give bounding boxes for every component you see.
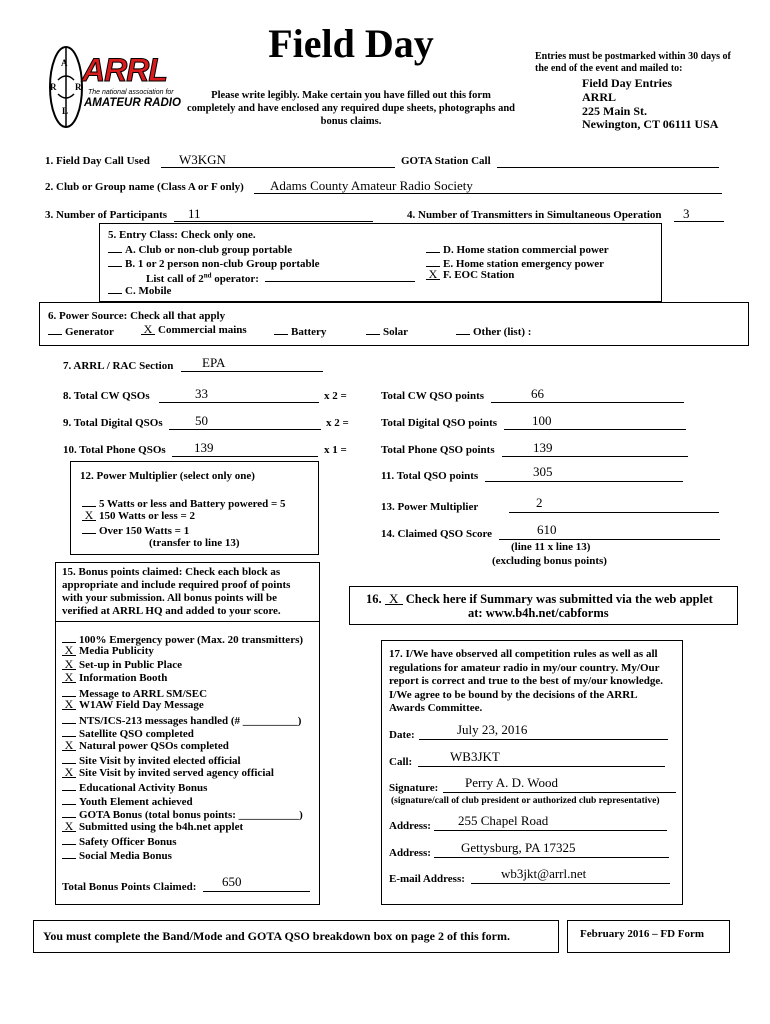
bonus-checkbox[interactable] bbox=[62, 632, 76, 643]
q12-note: (transfer to line 13) bbox=[149, 537, 240, 549]
page-title: Field Day bbox=[268, 21, 434, 66]
bonus-checkbox[interactable] bbox=[62, 753, 76, 764]
bonus-item[interactable] bbox=[62, 753, 241, 767]
digital-multiplier: x 2 = bbox=[326, 417, 349, 429]
bonus-item[interactable] bbox=[62, 632, 303, 646]
web-applet-url: at: www.b4h.net/cabforms bbox=[468, 606, 609, 620]
power-solar-label: Solar bbox=[383, 326, 409, 338]
bonus-label: GOTA Bonus (total bonus points: ___________) bbox=[79, 809, 303, 821]
bonus-intro-1: 15. Bonus points claimed: Check each block as bbox=[62, 566, 281, 578]
power-other-option[interactable] bbox=[456, 324, 531, 338]
power-other-label: Other (list) : bbox=[473, 326, 532, 338]
bonus-item[interactable] bbox=[62, 713, 301, 727]
bonus-label: Natural power QSOs completed bbox=[79, 740, 229, 752]
power-5w-label: 5 Watts or less and Battery powered = 5 bbox=[99, 498, 286, 510]
second-operator-label: List call of 2nd operator: bbox=[146, 271, 259, 285]
web-applet-number: 16. bbox=[366, 592, 382, 606]
certification-line-1: 17. I/We have observed all competition rules as well as all bbox=[389, 648, 658, 660]
bonus-label: Site Visit by invited elected official bbox=[79, 755, 241, 767]
total-bonus-field[interactable] bbox=[203, 874, 310, 892]
bonus-item[interactable] bbox=[62, 834, 177, 848]
bonus-checkbox[interactable] bbox=[62, 713, 76, 724]
address-label-2: Address: bbox=[389, 847, 431, 859]
bonus-item[interactable] bbox=[62, 807, 303, 821]
bonus-intro-2: appropriate and include required proof of points bbox=[62, 579, 291, 591]
digital-points-label: Total Digital QSO points bbox=[381, 417, 498, 429]
bonus-label: Satellite QSO completed bbox=[79, 728, 194, 740]
logo-ring-letter-r1: R bbox=[50, 82, 57, 92]
class-c-option[interactable] bbox=[108, 283, 171, 297]
class-b-option[interactable] bbox=[108, 256, 320, 270]
cw-qsos-value: 33 bbox=[195, 386, 208, 401]
power-multiplier-label: 13. Power Multiplier bbox=[381, 501, 479, 513]
bonus-checkbox[interactable] bbox=[62, 807, 76, 818]
q3-participants-value: 11 bbox=[188, 206, 201, 221]
total-qso-points-field[interactable] bbox=[485, 464, 683, 482]
class-f-checkbox[interactable]: X bbox=[426, 269, 440, 280]
class-c-label: C. Mobile bbox=[125, 285, 172, 297]
signature-note: (signature/call of club president or authorized club representative) bbox=[391, 796, 660, 806]
mail-address-1: Field Day Entries bbox=[582, 76, 672, 90]
class-d-option[interactable] bbox=[426, 242, 609, 256]
claimed-note-2: (excluding bonus points) bbox=[492, 555, 607, 567]
signature-label: Signature: bbox=[389, 782, 439, 794]
bonus-item[interactable] bbox=[62, 767, 274, 779]
q6-title: 6. Power Source: Check all that apply bbox=[48, 310, 226, 322]
mail-note: Entries must be postmarked within 30 days of the end of the event and mailed to: bbox=[535, 51, 731, 74]
bonus-checkbox[interactable]: X bbox=[62, 821, 76, 832]
class-a-checkbox[interactable] bbox=[108, 242, 122, 253]
instructions-text: Please write legibly. Make certain you have filled out this form completely and have enclosed any required dupe sheets, photographs and bonus claims. bbox=[186, 90, 516, 127]
total-bonus-label: Total Bonus Points Claimed: bbox=[62, 881, 197, 893]
q3-label: 3. Number of Participants bbox=[45, 209, 168, 221]
certification-line-4: I/We agree to be bound by the decisions of the ARRL bbox=[389, 689, 638, 701]
q2-club-field[interactable] bbox=[254, 180, 722, 194]
certification-line-2: regulations for amateur radio in my/our country. My/Our bbox=[389, 662, 660, 674]
q1-callsign-value: W3KGN bbox=[179, 152, 226, 167]
class-b-label: B. 1 or 2 person non-club Group portable bbox=[125, 258, 320, 270]
bonus-checkbox[interactable] bbox=[62, 794, 76, 805]
q4-transmitters-field[interactable] bbox=[674, 208, 724, 222]
power-generator-option[interactable] bbox=[48, 324, 114, 338]
gota-label: GOTA Station Call bbox=[401, 155, 491, 167]
power-generator-checkbox[interactable] bbox=[48, 324, 62, 335]
bonus-checkbox[interactable]: X bbox=[62, 767, 76, 778]
mail-address-3: 225 Main St. bbox=[582, 104, 648, 118]
email-field[interactable] bbox=[471, 866, 670, 884]
digital-points-field[interactable] bbox=[504, 413, 686, 430]
q4-transmitters-value: 3 bbox=[683, 206, 690, 221]
bonus-intro-4: verified at ARRL HQ and added to your score. bbox=[62, 605, 281, 617]
q2-club-value: Adams County Amateur Radio Society bbox=[270, 178, 473, 193]
call-field[interactable] bbox=[418, 749, 665, 767]
bonus-label: Site Visit by invited served agency official bbox=[79, 767, 274, 779]
q1-callsign-field[interactable] bbox=[161, 154, 395, 168]
q2-label: 2. Club or Group name (Class A or F only) bbox=[45, 181, 244, 193]
class-f-label: F. EOC Station bbox=[443, 269, 515, 281]
q7-label: 7. ARRL / RAC Section bbox=[63, 360, 174, 372]
class-b-checkbox[interactable] bbox=[108, 256, 122, 267]
power-5w-checkbox[interactable] bbox=[82, 496, 96, 507]
power-commercial-option[interactable] bbox=[141, 324, 247, 336]
total-bonus-value: 650 bbox=[222, 874, 242, 889]
power-multiplier-value: 2 bbox=[536, 495, 543, 510]
class-e-checkbox[interactable] bbox=[426, 256, 440, 267]
power-solar-option[interactable] bbox=[366, 324, 408, 338]
claimed-score-label: 14. Claimed QSO Score bbox=[381, 528, 493, 540]
email-value: wb3jkt@arrl.net bbox=[501, 866, 587, 881]
bonus-checkbox[interactable]: X bbox=[62, 659, 76, 670]
bonus-checkbox[interactable]: X bbox=[62, 672, 76, 683]
bonus-checkbox[interactable]: X bbox=[62, 645, 76, 656]
certification-line-5: Awards Committee. bbox=[389, 702, 483, 714]
bonus-label: Youth Element achieved bbox=[79, 796, 193, 808]
q12-title: 12. Power Multiplier (select only one) bbox=[80, 470, 255, 482]
phone-multiplier: x 1 = bbox=[324, 444, 347, 456]
bonus-item[interactable] bbox=[62, 780, 207, 794]
power-solar-checkbox[interactable] bbox=[366, 324, 380, 335]
bonus-label: Social Media Bonus bbox=[79, 850, 172, 862]
footer-note: You must complete the Band/Mode and GOTA QSO breakdown box on page 2 of this form. bbox=[43, 929, 510, 943]
total-qso-points-label: 11. Total QSO points bbox=[381, 470, 479, 482]
power-commercial-checkbox[interactable]: X bbox=[141, 324, 155, 335]
form-id: February 2016 – FD Form bbox=[580, 928, 705, 940]
bonus-item[interactable] bbox=[62, 699, 204, 711]
power-battery-checkbox[interactable] bbox=[274, 324, 288, 335]
logo-ring-letter-r2: R bbox=[75, 82, 82, 92]
web-applet-row[interactable] bbox=[366, 592, 713, 607]
gota-call-field[interactable] bbox=[497, 154, 719, 168]
logo-ring-letter-l: L bbox=[62, 106, 69, 116]
power-other-checkbox[interactable] bbox=[456, 324, 470, 335]
bonus-item[interactable] bbox=[62, 726, 194, 740]
bonus-item[interactable] bbox=[62, 645, 154, 657]
q3-participants-field[interactable] bbox=[174, 208, 373, 222]
cw-qsos-label: 8. Total CW QSOs bbox=[63, 390, 150, 402]
phone-points-label: Total Phone QSO points bbox=[381, 444, 495, 456]
phone-qsos-label: 10. Total Phone QSOs bbox=[63, 444, 166, 456]
q5-title: 5. Entry Class: Check only one. bbox=[108, 229, 256, 241]
power-generator-label: Generator bbox=[65, 326, 114, 338]
power-battery-option[interactable] bbox=[274, 324, 326, 338]
bonus-item[interactable] bbox=[62, 848, 172, 862]
claimed-score-value: 610 bbox=[537, 522, 557, 537]
q7-section-field[interactable] bbox=[181, 355, 323, 372]
logo-ring-letter-a: A bbox=[61, 58, 68, 68]
q7-section-value: EPA bbox=[202, 355, 226, 370]
bonus-checkbox[interactable] bbox=[62, 686, 76, 697]
class-e-option[interactable] bbox=[426, 256, 604, 270]
date-label: Date: bbox=[389, 729, 415, 741]
power-multiplier-field[interactable] bbox=[509, 495, 719, 513]
power-150w-label: 150 Watts or less = 2 bbox=[99, 510, 196, 522]
signature-field[interactable] bbox=[443, 775, 676, 793]
power-150w-checkbox[interactable]: X bbox=[82, 510, 96, 521]
bonus-item[interactable] bbox=[62, 686, 207, 700]
address-field-1[interactable] bbox=[434, 813, 667, 831]
mail-address-2: ARRL bbox=[582, 90, 617, 104]
digital-points-value: 100 bbox=[532, 413, 552, 428]
cw-points-field[interactable] bbox=[491, 386, 684, 403]
class-a-option[interactable] bbox=[108, 242, 292, 256]
date-value: July 23, 2016 bbox=[457, 722, 528, 737]
power-commercial-label: Commercial mains bbox=[158, 324, 247, 336]
bonus-label: Set-up in Public Place bbox=[79, 659, 182, 671]
bonus-label: Message to ARRL SM/SEC bbox=[79, 688, 208, 700]
bonus-label: Information Booth bbox=[79, 672, 168, 684]
second-operator-field[interactable] bbox=[265, 269, 415, 282]
class-e-label: E. Home station emergency power bbox=[443, 258, 604, 270]
bonus-item[interactable] bbox=[62, 821, 243, 833]
phone-points-value: 139 bbox=[533, 440, 553, 455]
address-value-2: Gettysburg, PA 17325 bbox=[461, 840, 576, 855]
cw-points-value: 66 bbox=[531, 386, 544, 401]
bonus-checkbox[interactable] bbox=[62, 726, 76, 737]
class-f-option[interactable] bbox=[426, 269, 514, 281]
address-field-2[interactable] bbox=[434, 840, 669, 858]
signature-value: Perry A. D. Wood bbox=[465, 775, 558, 790]
phone-qsos-value: 139 bbox=[194, 440, 214, 455]
second-operator-row bbox=[146, 269, 415, 285]
class-d-checkbox[interactable] bbox=[426, 242, 440, 253]
claimed-note-1: (line 11 x line 13) bbox=[511, 541, 591, 553]
class-a-label: A. Club or non-club group portable bbox=[125, 244, 293, 256]
digital-qsos-field[interactable] bbox=[169, 413, 321, 430]
cw-qsos-field[interactable] bbox=[159, 386, 319, 403]
web-applet-text: Check here if Summary was submitted via the web applet bbox=[405, 592, 713, 606]
bonus-item[interactable] bbox=[62, 659, 182, 671]
bonus-checkbox[interactable] bbox=[62, 848, 76, 859]
call-label: Call: bbox=[389, 756, 413, 768]
power-5w-option[interactable] bbox=[82, 496, 286, 510]
bonus-intro-3: with your submission. All bonus points will be bbox=[62, 592, 277, 604]
q1-label: 1. Field Day Call Used bbox=[45, 155, 150, 167]
logo-tagline-1: The national association for bbox=[88, 89, 174, 96]
bonus-label: 100% Emergency power (Max. 20 transmitters) bbox=[79, 634, 304, 646]
power-battery-label: Battery bbox=[291, 326, 327, 338]
class-d-label: D. Home station commercial power bbox=[443, 244, 609, 256]
call-value: WB3JKT bbox=[450, 749, 500, 764]
bonus-checkbox[interactable] bbox=[62, 780, 76, 791]
bonus-checkbox[interactable]: X bbox=[62, 699, 76, 710]
address-label-1: Address: bbox=[389, 820, 431, 832]
power-150w-option[interactable] bbox=[82, 510, 195, 522]
phone-qsos-field[interactable] bbox=[172, 440, 318, 457]
power-over150w-checkbox[interactable] bbox=[82, 523, 96, 534]
power-over150w-label: Over 150 Watts = 1 bbox=[99, 525, 190, 537]
bonus-label: Submitted using the b4h.net applet bbox=[79, 821, 244, 833]
digital-qsos-value: 50 bbox=[195, 413, 208, 428]
certification-line-3: report is correct and true to the best of my/our knowledge. bbox=[389, 675, 664, 687]
bonus-checkbox[interactable]: X bbox=[62, 740, 76, 751]
cw-points-label: Total CW QSO points bbox=[381, 390, 485, 402]
bonus-label: Safety Officer Bonus bbox=[79, 836, 177, 848]
bonus-label: NTS/ICS-213 messages handled (# __________) bbox=[79, 715, 302, 727]
claimed-score-field[interactable] bbox=[499, 522, 720, 540]
arrl-logo bbox=[44, 44, 184, 130]
logo-tagline-2: AMATEUR RADIO bbox=[84, 97, 181, 109]
email-label: E-mail Address: bbox=[389, 873, 465, 885]
bonus-checkbox[interactable] bbox=[62, 834, 76, 845]
bonus-label: Media Publicity bbox=[79, 645, 154, 657]
bonus-item[interactable] bbox=[62, 672, 167, 684]
phone-points-field[interactable] bbox=[502, 440, 688, 457]
total-qso-points-value: 305 bbox=[533, 464, 553, 479]
digital-qsos-label: 9. Total Digital QSOs bbox=[63, 417, 163, 429]
class-c-checkbox[interactable] bbox=[108, 283, 122, 294]
power-over150w-option[interactable] bbox=[82, 523, 189, 537]
web-applet-checkbox[interactable]: X bbox=[385, 594, 403, 605]
bonus-item[interactable] bbox=[62, 740, 229, 752]
bonus-label: Educational Activity Bonus bbox=[79, 782, 208, 794]
q4-label: 4. Number of Transmitters in Simultaneous Operation bbox=[407, 209, 662, 221]
logo-wordmark: ARRL bbox=[82, 52, 167, 88]
date-field[interactable] bbox=[419, 722, 668, 740]
address-value-1: 255 Chapel Road bbox=[458, 813, 549, 828]
bonus-label: W1AW Field Day Message bbox=[79, 699, 204, 711]
cw-multiplier: x 2 = bbox=[324, 390, 347, 402]
mail-address-4: Newington, CT 06111 USA bbox=[582, 117, 719, 131]
bonus-item[interactable] bbox=[62, 794, 193, 808]
